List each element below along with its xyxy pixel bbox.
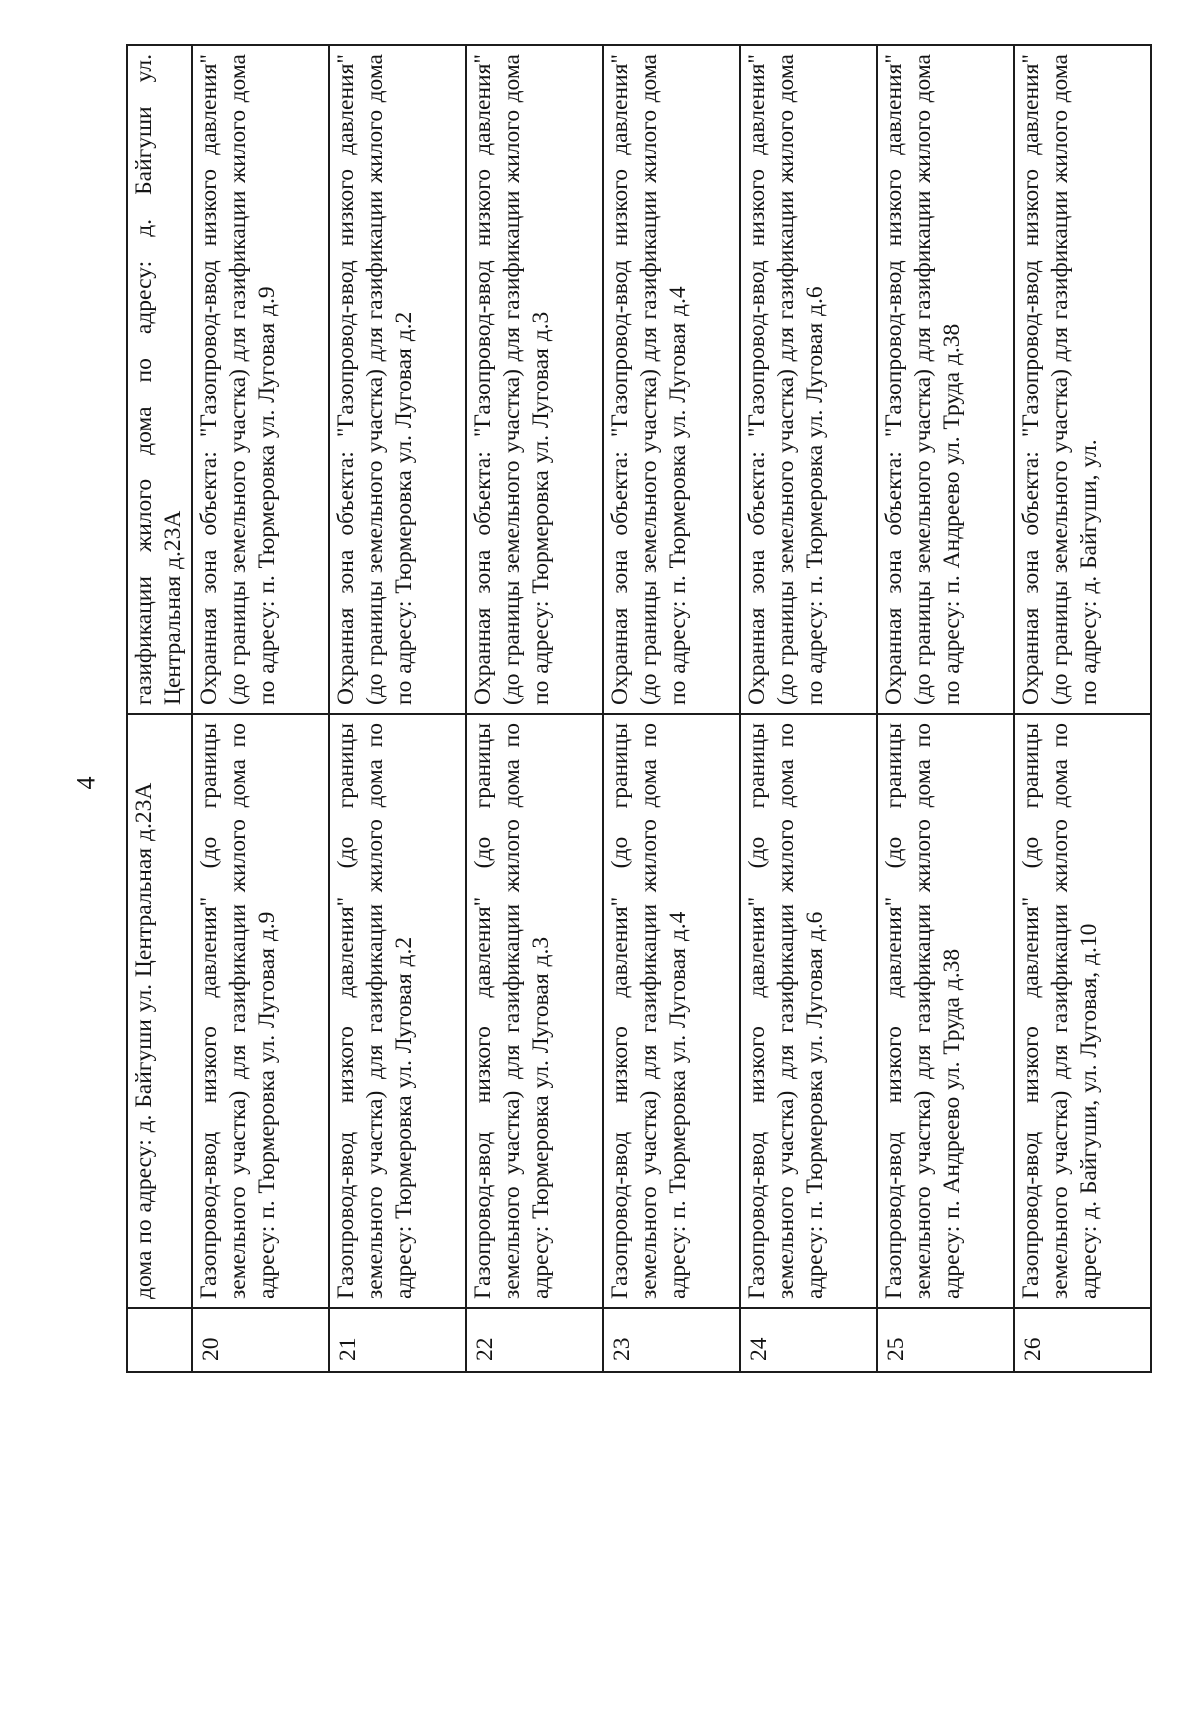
protection-zone-cell: Охранная зона объекта: "Газопровод-ввод низкого давления" (до границы земельного участка) для газификации жилого дома по адресу: п. Тюрмеровка ул. Луговая д.9	[192, 45, 329, 714]
table-row-continuation	[127, 45, 192, 1372]
table-row	[466, 45, 603, 1372]
table-row	[877, 45, 1014, 1372]
rotated-page-content	[126, 46, 1139, 1373]
row-number-cell: 24	[740, 1308, 877, 1372]
table-row	[329, 45, 466, 1372]
row-number-cell	[127, 1308, 192, 1372]
protection-zone-cell: Охранная зона объекта: "Газопровод-ввод низкого давления" (до границы земельного участка) для газификации жилого дома по адресу: п. Андреево ул. Труда д.38	[877, 45, 1014, 714]
protection-zone-cell: Охранная зона объекта: "Газопровод-ввод низкого давления" (до границы земельного участка) для газификации жилого дома по адресу: Тюрмеровка ул. Луговая д.3	[466, 45, 603, 714]
row-number-cell: 23	[603, 1308, 740, 1372]
object-cell: Газопровод-ввод низкого давления" (до границы земельного участка) для газификации жилого дома по адресу: Тюрмеровка ул. Луговая д.2	[329, 714, 466, 1308]
register-table-body	[127, 45, 1151, 1372]
object-cell: дома по адресу: д. Байгуши ул. Центральная д.23А	[127, 714, 192, 1308]
protection-zone-cell: Охранная зона объекта: "Газопровод-ввод низкого давления" (до границы земельного участка) для газификации жилого дома по адресу: д. Байгуши, ул.	[1014, 45, 1151, 714]
row-number-cell: 25	[877, 1308, 1014, 1372]
table-row	[740, 45, 877, 1372]
protection-zone-cell: газификации жилого дома по адресу: д. Байгуши ул. Центральная д.23А	[127, 45, 192, 714]
register-table	[126, 44, 1152, 1373]
object-cell: Газопровод-ввод низкого давления" (до границы земельного участка) для газификации жилого дома по адресу: д. Байгуши, ул. Луговая, д.10	[1014, 714, 1151, 1308]
row-number-cell: 21	[329, 1308, 466, 1372]
row-number-cell: 22	[466, 1308, 603, 1372]
object-cell: Газопровод-ввод низкого давления" (до границы земельного участка) для газификации жилого дома по адресу: п. Тюрмеровка ул. Луговая д.4	[603, 714, 740, 1308]
row-number-cell: 26	[1014, 1308, 1151, 1372]
page-number: 4	[71, 776, 101, 790]
object-cell: Газопровод-ввод низкого давления" (до границы земельного участка) для газификации жилого дома по адресу: п. Андреево ул. Труда д.38	[877, 714, 1014, 1308]
protection-zone-cell: Охранная зона объекта: "Газопровод-ввод низкого давления" (до границы земельного участка) для газификации жилого дома по адресу: Тюрмеровка ул. Луговая д.2	[329, 45, 466, 714]
table-row	[192, 45, 329, 1372]
row-number-cell: 20	[192, 1308, 329, 1372]
protection-zone-cell: Охранная зона объекта: "Газопровод-ввод низкого давления" (до границы земельного участка) для газификации жилого дома по адресу: п. Тюрмеровка ул. Луговая д.6	[740, 45, 877, 714]
table-row	[1014, 45, 1151, 1372]
protection-zone-cell: Охранная зона объекта: "Газопровод-ввод низкого давления" (до границы земельного участка) для газификации жилого дома по адресу: п. Тюрмеровка ул. Луговая д.4	[603, 45, 740, 714]
object-cell: Газопровод-ввод низкого давления" (до границы земельного участка) для газификации жилого дома по адресу: Тюрмеровка ул. Луговая д.3	[466, 714, 603, 1308]
table-row	[603, 45, 740, 1372]
object-cell: Газопровод-ввод низкого давления" (до границы земельного участка) для газификации жилого дома по адресу: п. Тюрмеровка ул. Луговая д.9	[192, 714, 329, 1308]
object-cell: Газопровод-ввод низкого давления" (до границы земельного участка) для газификации жилого дома по адресу: п. Тюрмеровка ул. Луговая д.6	[740, 714, 877, 1308]
